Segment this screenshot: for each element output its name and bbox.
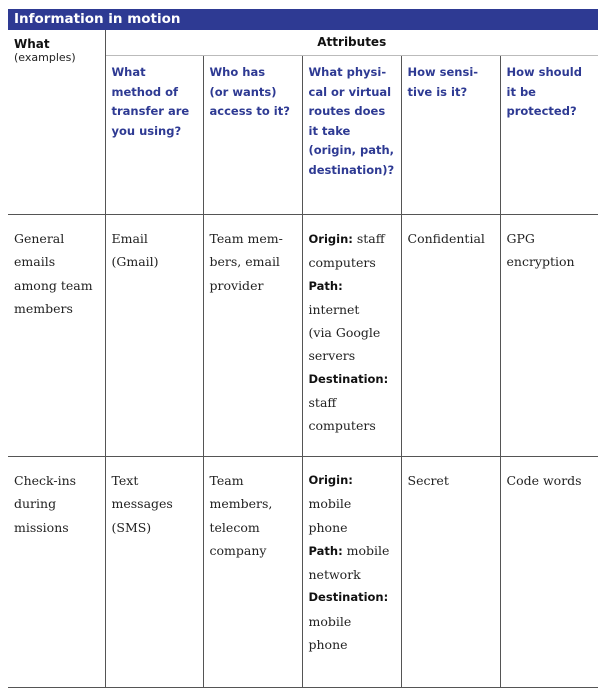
access-cell: Team mem- bers, email provider <box>203 215 302 457</box>
method-question-header: What method of transfer are you using? <box>105 56 203 215</box>
routes-cell: Origin: staff computers Path: internet (via Google servers Destination: staff computers <box>302 215 401 457</box>
routes-question-header: What physi- cal or virtual routes does it take (origin, path, destination)? <box>302 56 401 215</box>
what-cell: Check-ins during missions <box>8 457 105 688</box>
access-cell: Team members, telecom company <box>203 457 302 688</box>
path-key: Path: <box>308 278 343 293</box>
info-in-motion-table-block <box>8 9 598 688</box>
protection-question-header: How should it be protected? <box>500 56 598 215</box>
routes-cell: Origin: mobile phone Path: mobile network Destination: mobile phone <box>302 457 401 688</box>
what-cell: General emails among team members <box>8 215 105 457</box>
table-row <box>8 457 598 688</box>
sensitivity-cell: Secret <box>401 457 500 688</box>
method-cell: Text messages (SMS) <box>105 457 203 688</box>
attributes-header: Attributes <box>105 30 598 56</box>
origin-key: Origin: <box>308 473 353 487</box>
protection-cell: Code words <box>500 457 598 688</box>
sensitivity-question-header: How sensi- tive is it? <box>401 56 500 215</box>
sensitivity-cell: Confidential <box>401 215 500 457</box>
table-title: Information in motion <box>8 9 598 30</box>
method-cell: Email (Gmail) <box>105 215 203 457</box>
destination-key: Destination: <box>308 371 389 386</box>
destination-key: Destination: <box>308 590 389 605</box>
access-question-header: Who has (or wants) access to it? <box>203 56 302 215</box>
protection-cell: GPG encryption <box>500 215 598 457</box>
info-table <box>8 30 598 688</box>
what-header-cell <box>8 30 105 215</box>
path-key: Path: <box>308 543 343 558</box>
what-header-sublabel: (examples) <box>14 51 76 64</box>
what-header-label: What <box>14 37 50 51</box>
origin-key: Origin: <box>308 232 353 246</box>
table-row <box>8 215 598 457</box>
